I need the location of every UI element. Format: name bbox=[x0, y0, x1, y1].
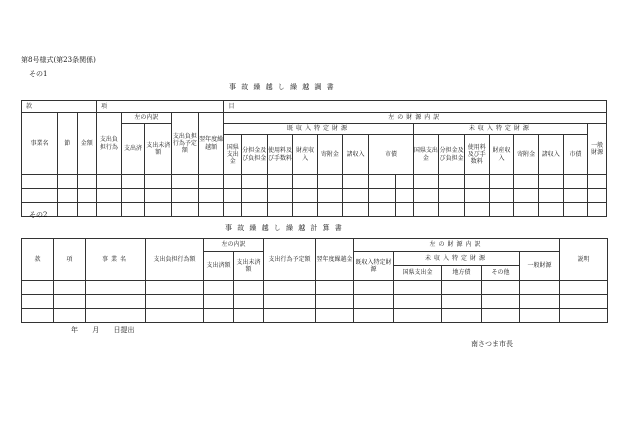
header-mishunyu: 未収入特定財源 bbox=[413, 124, 588, 135]
section1-label: その1 bbox=[29, 70, 48, 78]
header-zaigen-uchiwake: 左の財源内訳 bbox=[224, 113, 607, 124]
header-buntan: 分担金及び負担金 bbox=[241, 135, 267, 175]
header-kokken: 国県支出金 bbox=[224, 135, 241, 175]
carryover-calculation-table bbox=[21, 238, 608, 323]
header-zaisan-mi: 財産収入 bbox=[489, 135, 514, 175]
moku-label: 目 bbox=[224, 101, 607, 113]
header-jigyomei: 事業名 bbox=[86, 239, 146, 281]
header-chihousai: 地方債 bbox=[442, 266, 482, 281]
section1-title: 事故繰越し繰越調書 bbox=[229, 83, 339, 91]
carryover-report-table bbox=[21, 100, 607, 217]
header-shishutsu-misai: 支出未済額 bbox=[145, 124, 172, 175]
table-row bbox=[22, 189, 607, 203]
header-kokken: 国県支出金 bbox=[394, 266, 442, 281]
header-shishutsu-yotei: 支出負担行為予定額 bbox=[172, 113, 199, 175]
header-zaigen-uchiwake: 左の財源内訳 bbox=[354, 239, 560, 252]
kou-label: 項 bbox=[97, 101, 224, 113]
mayor-signature: 南さつま市長 bbox=[471, 340, 513, 348]
kan-label: 款 bbox=[22, 101, 97, 113]
submission-date: 年 月 日提出 bbox=[71, 326, 135, 334]
header-zaisan: 財産収入 bbox=[293, 135, 318, 175]
header-jigyomei: 事業名 bbox=[22, 113, 58, 175]
header-shishutsu-zumi: 支出済 bbox=[121, 124, 145, 175]
section2-title: 事故繰越し繰越計算書 bbox=[225, 224, 347, 232]
header-hidari-uchiwake: 左の内訳 bbox=[204, 239, 264, 252]
header-sonota: その他 bbox=[482, 266, 520, 281]
header-kou: 項 bbox=[54, 239, 86, 281]
table-row bbox=[22, 309, 608, 323]
table-row bbox=[22, 203, 607, 217]
header-kishunyu: 既収入特定財源 bbox=[224, 124, 413, 135]
header-kishunyu: 既収入特定財源 bbox=[354, 252, 394, 281]
header-kan: 款 bbox=[22, 239, 54, 281]
header-shishutsu-futan-koui: 支出負担行為 bbox=[97, 113, 122, 175]
header-hidari-uchiwake: 左の内訳 bbox=[121, 113, 171, 124]
header-yokunendo: 翌年度繰越額 bbox=[198, 113, 224, 175]
header-shiyoryo: 使用料及び手数料 bbox=[267, 135, 293, 175]
table-row bbox=[22, 175, 607, 189]
header-shishutsu-misai: 支出未済額 bbox=[234, 252, 264, 281]
header-ippan: 一般財源 bbox=[588, 124, 607, 175]
header-shisai-mi: 市債 bbox=[563, 135, 588, 175]
header-shisai: 市債 bbox=[369, 135, 413, 175]
header-setsu: 節 bbox=[57, 113, 77, 175]
form-number: 第8号様式(第23条関係) bbox=[21, 56, 96, 64]
table-row bbox=[22, 281, 608, 295]
header-shishutsu-futan-gaku: 支出負担行為額 bbox=[146, 239, 204, 281]
header-shoshunyu-mi: 諸収入 bbox=[538, 135, 563, 175]
header-kokken-mi: 国県支出金 bbox=[413, 135, 439, 175]
header-kifu: 寄附金 bbox=[317, 135, 342, 175]
header-shishutsu-yotei: 支出行為予定額 bbox=[264, 239, 316, 281]
header-buntan-mi: 分担金及び負担金 bbox=[439, 135, 465, 175]
header-shiyoryo-mi: 使用料及び手数料 bbox=[464, 135, 489, 175]
header-ippan: 一般財源 bbox=[520, 252, 560, 281]
header-kifu-mi: 寄附金 bbox=[514, 135, 539, 175]
header-mishunyu: 未収入特定財源 bbox=[394, 252, 520, 266]
header-kingaku: 金額 bbox=[77, 113, 97, 175]
header-shoshunyu: 諸収入 bbox=[342, 135, 369, 175]
header-yokunendo: 翌年度繰越金 bbox=[316, 239, 354, 281]
section2-label: その2 bbox=[29, 211, 48, 219]
header-setsumei: 説明 bbox=[560, 239, 608, 281]
table-row bbox=[22, 295, 608, 309]
header-shishutsu-zumi: 支出済額 bbox=[204, 252, 234, 281]
